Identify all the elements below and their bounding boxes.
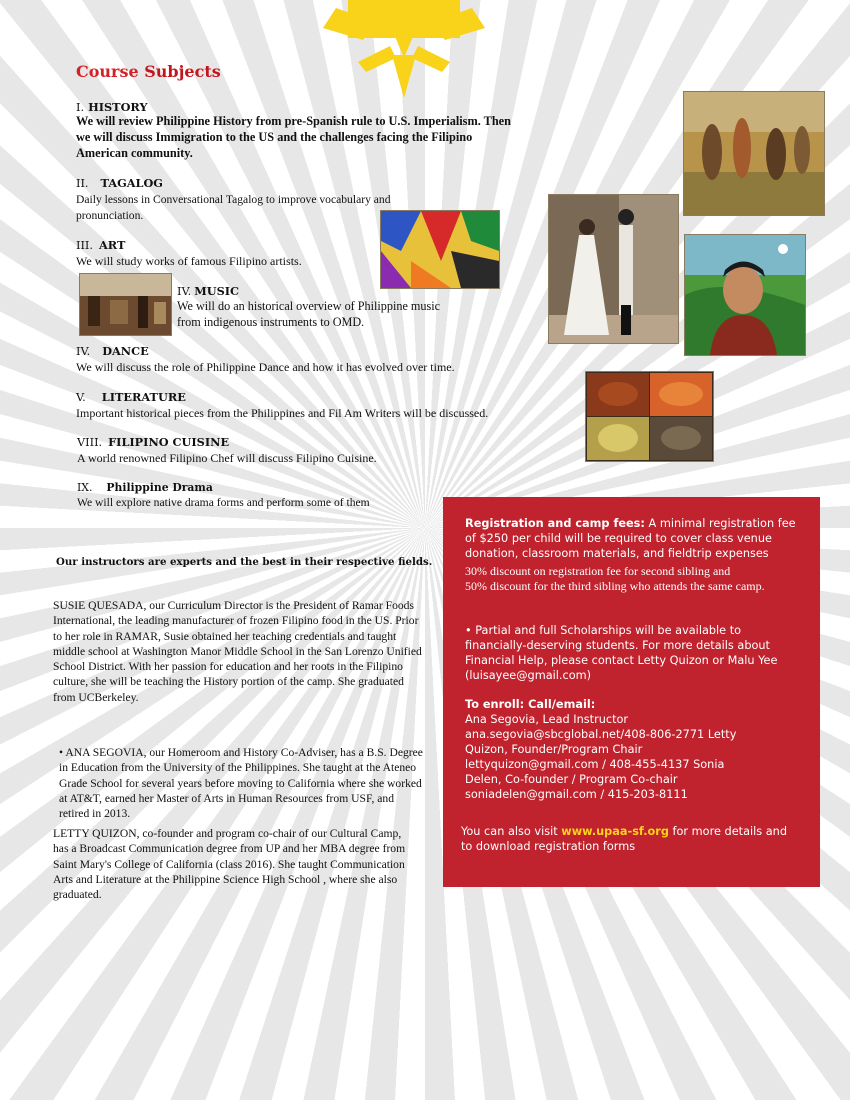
contact-line[interactable]: ana.segovia@sbcglobal.net/408-806-2771 Letty xyxy=(465,727,737,741)
discount-third-sibling: 50% discount for the third sibling who attends the same camp. xyxy=(465,579,765,593)
enroll-heading: To enroll: Call/email: xyxy=(465,698,596,711)
contact-line: Quizon, Founder/Program Chair xyxy=(465,742,643,756)
subject-literature: V. LITERATURE Important historical pieces from the Philippines and Fil Am Writers will be discussed. xyxy=(76,390,489,421)
bio-susie-quesada: SUSIE QUESADA, our Curriculum Director is the President of Ramar Foods International, the leading manufacturer of frozen Filipino food in the US. Prior to her role in RAMAR, Susie obtained her teaching credentials and taught middle school at Washington Manor Middle School in the San Lorenzo Unified School District. With her passion for education and her roots in the Filipino culture, she will be teaching the History portion of the camp. She graduated from UCBerkeley. xyxy=(53,599,422,704)
rizal-painting-image xyxy=(684,234,806,356)
dance-photo-image xyxy=(548,194,679,344)
contact-line: Delen, Co-founder / Program Co-chair xyxy=(465,772,678,786)
history-painting-image xyxy=(683,91,825,216)
registration-box xyxy=(443,497,820,887)
art-painting-image xyxy=(380,210,500,289)
discount-second-sibling: 30% discount on registration fee for second sibling and xyxy=(465,564,731,578)
instructors-heading: Our instructors are experts and the best in their respective fields. xyxy=(56,556,433,568)
registration-fees: Registration and camp fees: A minimal registration fee of $250 per child will be required to cover class venue donation, classroom materials, and fieldtrip expenses xyxy=(465,517,796,560)
subject-history: I. HISTORY We will review Philippine History from pre-Spanish rule to U.S. Imperialism. Then we will discuss Immigration to the US and the challenges facing the Filipino American community. xyxy=(76,100,511,160)
contact-line[interactable]: soniadelen@gmail.com / 415-203-8111 xyxy=(465,787,688,801)
subject-dance: IV. DANCE We will discuss the role of Philippine Dance and how it has evolved over time. xyxy=(76,344,455,375)
filipino-food-image xyxy=(585,371,714,462)
music-instruments-image xyxy=(79,273,172,336)
page-title: Course Subjects xyxy=(76,62,221,81)
bio-letty-quizon: LETTY QUIZON, co-founder and program co-chair of our Cultural Camp, has a Broadcast Communication degree from UP and her MBA degree from Saint Mary's College of California (class 2016). She taught Communication Arts and Literature at the Philippine Science High School , where she also graduated. xyxy=(53,827,406,902)
contact-line[interactable]: lettyquizon@gmail.com / 408-455-4137 Sonia xyxy=(465,757,725,771)
subject-tagalog: II. TAGALOG Daily lessons in Conversational Tagalog to improve vocabulary and pronunciation. xyxy=(76,176,391,222)
contact-line: Ana Segovia, Lead Instructor xyxy=(465,713,629,726)
subject-art: III. ART We will study works of famous Filipino artists. xyxy=(76,238,302,269)
scholarship-info: • Partial and full Scholarships will be available to financially-deserving students. For more details about Financial Help, please contact Letty Quizon or Malu Yee (luisayee@gmail.com) xyxy=(465,624,778,682)
visit-website: You can also visit www.upaa-sf.org for more details and to download registration forms xyxy=(461,825,788,853)
website-link[interactable]: www.upaa-sf.org xyxy=(561,825,669,838)
subject-drama: IX. Philippine Drama We will explore native drama forms and perform some of them xyxy=(77,481,370,510)
contact-list xyxy=(465,713,800,802)
subject-music: IV. MUSIC We will do an historical overview of Philippine music from indigenous instruments to OMD. xyxy=(177,284,441,329)
sun-icon xyxy=(318,0,490,100)
bio-ana-segovia: • ANA SEGOVIA, our Homeroom and History Co-Adviser, has a B.S. Degree in Education from the University of the Philippines. She taught at the Ateneo Grade School for several years before moving to California where she worked at AT&T, earned her Master of Arts in Human Resources from USF, and retired in 2013. xyxy=(59,746,423,821)
subject-cuisine: VIII. FILIPINO CUISINE A world renowned Filipino Chef will discuss Filipino Cuisine. xyxy=(77,435,377,466)
